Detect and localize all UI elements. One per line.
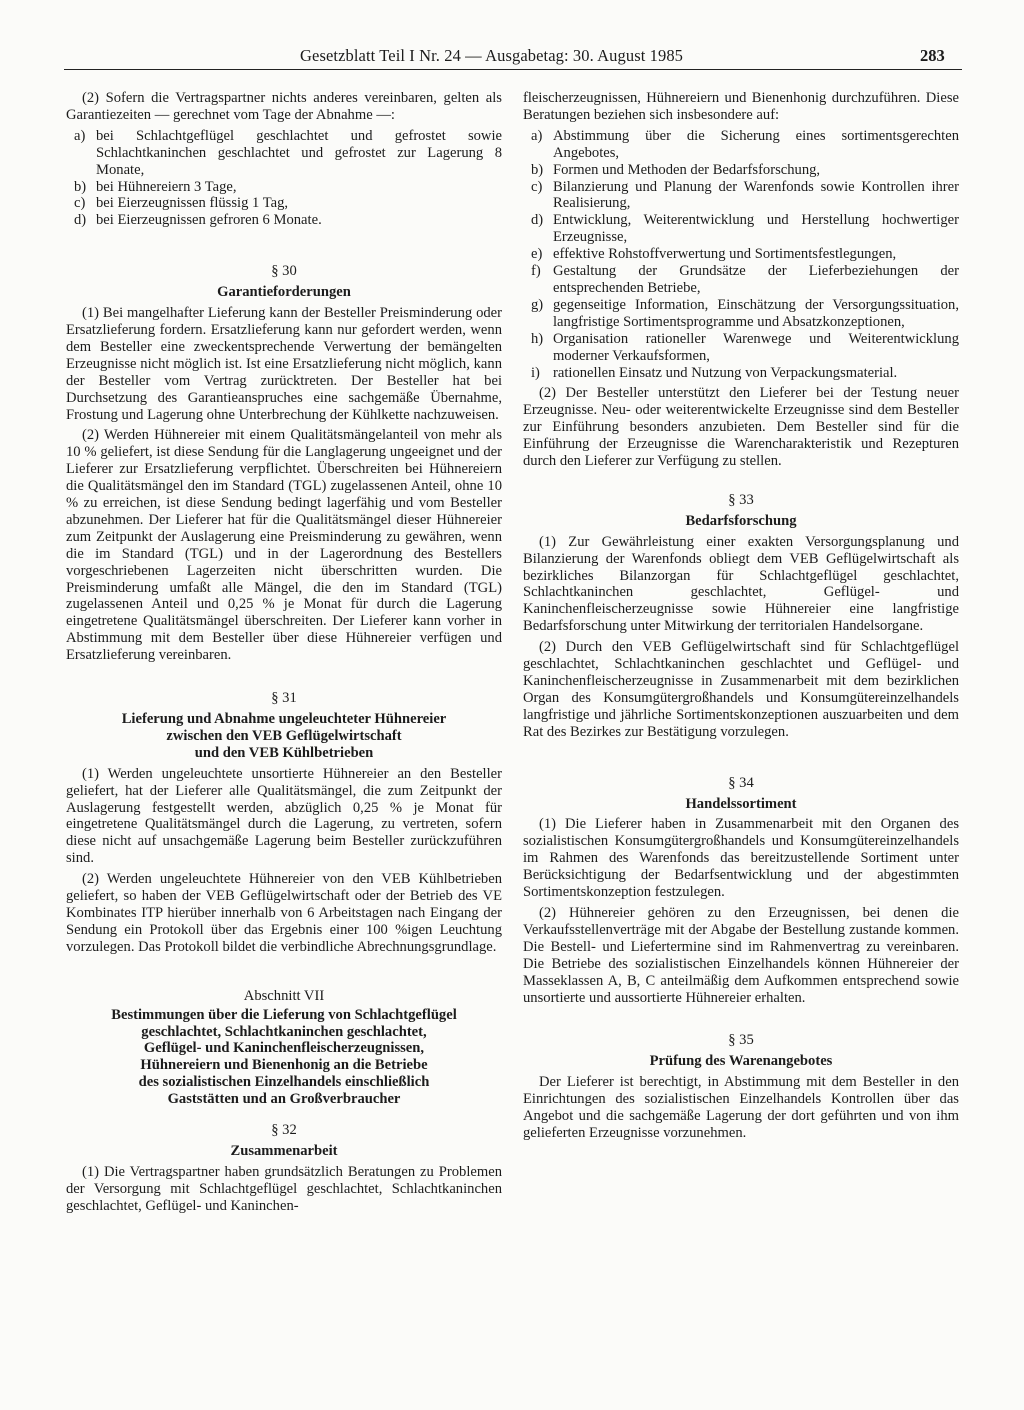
list-label: d) [531,212,544,229]
s33-paragraph-1: (1) Zur Gewährleistung einer exakten Versorgungsplanung und Bilanzierung der Warenfonds obliegt dem VEB Geflügelwirtschaft als bezirkliches Bilanzorgan für Schlachtgeflügel geschlachtet, Schlachtkaninchen geschlachtet, Geflügel- und Kaninchenfleischerzeugnisse sowie Hühnereier eine langfristige Bedarfsforschung unter Mitwirkung der territorialen Handelsorgane. [523,533,959,635]
chapter-heading: Abschnitt VII [243,987,325,1004]
chapter-title-line: geschlachtet, Schlachtkaninchen geschlachtet, [141,1023,427,1040]
list-label: b) [74,178,87,195]
list-text: Entwicklung, Weiterentwicklung und Herstellung hochwertiger Erzeugnisse, [553,212,959,246]
list-item [523,263,959,297]
section-title: Zusammenarbeit [230,1142,338,1159]
s30-paragraph-1: (1) Bei mangelhafter Lieferung kann der Besteller Preisminderung oder Ersatzlieferung fordern. Ersatzlieferung kann nur gefordert werden, wenn dem Besteller eine zweckentsprechende Verwertung der bemängelten Erzeugnisse nicht möglich ist. Ist eine Ersatzlieferung nicht möglich, kann der Besteller vom Vertrag zurücktreten. Der Besteller hat bei Durchsetzung des Garantieanspruches eine sachgemäße Übernahme, Frostung und Lagerung ohne Unterbrechung der Kühlkette nachzuweisen. [66,305,502,423]
s29-list [66,128,502,229]
s35-paragraph-1: Der Lieferer ist berechtigt, in Abstimmung mit dem Besteller in den Einrichtungen des sozialistischen Einzelhandels Kontrollen über das Angebot und die sachgemäße Lagerung der dort geführten und von ihm gelieferten Erzeugnisse vorzunehmen. [523,1074,959,1141]
chapter-title-line: des sozialistischen Einzelhandels einschließlich [138,1074,430,1091]
list-label: e) [531,246,543,263]
list-item [523,212,959,246]
list-text: Bilanzierung und Planung der Warenfonds sowie Kontrollen ihrer Realisierung, [553,178,959,212]
list-item [66,212,502,229]
list-text: bei Hühnereiern 3 Tage, [96,178,237,195]
list-text: Organisation rationeller Warenwege und Weiterentwicklung moderner Verkaufsformen, [553,330,959,364]
right-column [523,90,959,1146]
list-text: bei Schlachtgeflügel geschlachtet und gefrostet sowie Schlachtkaninchen geschlachtet und gefrostet zur Lagerung 8 Monate, [96,127,502,178]
list-label: b) [531,161,544,178]
section-title-line: Lieferung und Abnahme ungeleuchteter Hühnereier [121,711,447,727]
s32-paragraph-2: (2) Der Besteller unterstützt den Lieferer bei der Testung neuer Erzeugnisse. Neu- oder weiterentwickelte Erzeugnisse sind dem Besteller zur Einführung besonders anzubieten. Dem Besteller sind für die Einführung der Erzeugnisse die Warencharakteristik und Rezepturen durch den Lieferer zur Verfügung zu stellen. [523,385,959,470]
list-label: i) [531,364,540,381]
s34-paragraph-1: (1) Die Lieferer haben in Zusammenarbeit mit den Organen des sozialistischen Konsumgütergroßhandels und Konsumgütereinzelhandels im Rahmen des Warenfonds das bereitzustellende Sortiment unter Berücksichtigung der Bedarfsentwicklung und der abgestimmten Sortimentskonzeption festzulegen. [523,816,959,901]
header-rule [64,69,962,70]
list-text: bei Eierzeugnissen gefroren 6 Monate. [96,212,322,229]
list-label: a) [74,127,86,144]
list-text: bei Eierzeugnissen flüssig 1 Tag, [96,195,289,212]
list-label: c) [74,195,86,212]
section-title: Prüfung des Warenangebotes [649,1053,833,1070]
chapter-title-line: Gaststätten und an Großverbraucher [167,1091,401,1108]
section-number: § 30 [271,263,297,280]
gazette-title: Gesetzblatt Teil I Nr. 24 — Ausgabetag: 30. August 1985 [300,46,684,65]
s31-paragraph-1: (1) Werden ungeleuchtete unsortierte Hühnereier an den Besteller geliefert, hat der Lieferer alle Qualitätsmängel, die zum Zeitpunkt der Auslagerung festgestellt werden, abzüglich 0,25 % je Monat für eingetretene Qualitätsmängel durch die Lagerung, zu vertreten, sofern diese nicht auf unsachgemäße Lagerung beim Besteller zurückzuführen sind. [66,765,502,867]
s31-paragraph-2: (2) Werden ungeleuchtete Hühnereier von den VEB Kühlbetrieben geliefert, so haben der VEB Geflügelwirtschaft oder der Betrieb des VE Kombinates ITP hierüber innerhalb von 6 Arbeitstagen nach Eingang der Sendung ein Protokoll über das Ergebnis einer 100 %igen Leuchtung vorzulegen. Das Protokoll bildet die verbindliche Abrechnungsgrundlage. [66,871,502,955]
section-number: § 32 [271,1122,297,1139]
section-number: § 31 [271,690,297,707]
section-number: § 34 [728,774,754,791]
s32-list [523,128,959,382]
list-item [523,128,959,162]
list-text: Formen und Methoden der Bedarfsforschung, [553,161,821,178]
list-item [66,195,502,212]
list-item [523,179,959,213]
section-title-line: und den VEB Kühlbetrieben [194,744,374,761]
section-number: § 33 [728,491,754,508]
section-title: Handelssortiment [685,795,797,812]
list-text: gegenseitige Information, Einschätzung der Versorgungssituation, langfristige Sortimentsprogramme und Absatzkonzeptionen, [553,296,959,330]
s32-paragraph-1-continued: fleischerzeugnissen, Hühnereiern und Bienenhonig durchzuführen. Diese Beratungen beziehen sich insbesondere auf: [523,90,959,123]
list-label: f) [531,263,541,280]
section-title-line: zwischen den VEB Geflügelwirtschaft [166,727,402,744]
list-text: Gestaltung der Grundsätze der Lieferbeziehungen der entsprechenden Betriebe, [553,263,959,296]
list-item [523,365,959,382]
list-item [523,297,959,331]
s29-paragraph-2: (2) Sofern die Vertragspartner nichts anderes vereinbaren, gelten als Garantiezeiten — gerechnet vom Tage der Abnahme —: [66,90,502,123]
page-number: 283 [920,46,945,65]
s34-paragraph-2: (2) Hühnereier gehören zu den Erzeugnissen, bei denen die Verkaufsstellenverträge mit der Abgabe der Bestellung zustande kommen. Die Bestell- und Liefertermine sind im Rahmenvertrag zu vereinbaren. Die Betriebe des sozialistischen Einzelhandels können Hühnereier der Masseklassen A, B, C anteilmäßig dem Aufkommen entsprechend sowie unsortierte und aussortierte Hühnereier erhalten. [523,904,959,1006]
section-number: § 35 [728,1032,754,1049]
chapter-title-line: Bestimmungen über die Lieferung von Schlachtgeflügel [111,1006,457,1023]
list-item [523,246,959,263]
s30-paragraph-2: (2) Werden Hühnereier mit einem Qualitätsmängelanteil von mehr als 10 % geliefert, ist diese Sendung für die Langlagerung ungeeignet und der Lieferer zur Ersatzlieferung verpflichtet. Überschreiten bei Hühnereiern die Qualitätsmängel den im Standard (TGL) zugelassenen Anteil, ohne 10 % zu erreichen, ist diese Sendung bedingt lagerfähig und vom Besteller abzunehmen. Der Lieferer hat für die Qualitätsmängel dieser Hühnereier zum Zeitpunkt der Auslagerung eine Preisminderung zu gewähren, wenn die im Standard (TGL) und in der Lagerordnung des Bestellers vorgeschriebenen Lagerzeiten nicht überschritten wurden. Die Preisminderung umfaßt alle Mängel, die den im Standard (TGL) zugelassenen Anteil und 0,25 % je Monat für durch die Lagerung eingetretene Qualitätsmängel überschreiten. Der Lieferer kann vorher in Abstimmung mit dem Besteller über diese Hühnereier verfügen und Ersatzlieferung vereinbaren. [66,427,502,664]
list-label: g) [531,296,544,313]
list-item [523,162,959,179]
list-label: d) [74,212,87,229]
chapter-title-line: Hühnereiern und Bienenhonig an die Betriebe [140,1057,428,1074]
list-label: h) [531,330,544,347]
left-column [66,90,502,1219]
list-text: Abstimmung über die Sicherung eines sortimentsgerechten Angebotes, [553,127,959,161]
list-text: rationellen Einsatz und Nutzung von Verpackungsmaterial. [553,364,898,381]
list-text: effektive Rohstoffverwertung und Sortimentsfestlegungen, [553,246,897,263]
list-label: c) [531,178,543,195]
list-label: a) [531,127,543,144]
list-item [66,128,502,179]
section-title: Bedarfsforschung [685,512,797,529]
section-title: Garantieforderungen [217,284,351,301]
list-item [523,331,959,365]
chapter-title-line: Geflügel- und Kaninchenfleischerzeugnissen, [143,1040,425,1057]
list-item [66,179,502,196]
s32-paragraph-1: (1) Die Vertragspartner haben grundsätzlich Beratungen zu Problemen der Versorgung mit Schlachtgeflügel geschlachtet, Schlachtkaninchen geschlachtet, Geflügel- und Kaninchen- [66,1163,502,1214]
s33-paragraph-2: (2) Durch den VEB Geflügelwirtschaft sind für Schlachtgeflügel geschlachtet, Schlachtkaninchen geschlachtet und Geflügel- und Kaninchenfleischerzeugnisse in Zusammenarbeit mit dem bezirklichen Organ des Konsumgütergroßhandels und Konsumgütereinzelhandels langfristige und jährliche Sortimentskonzeptionen auszuarbeiten und dem Rat des Bezirkes zur Bestätigung vorzulegen. [523,639,959,740]
